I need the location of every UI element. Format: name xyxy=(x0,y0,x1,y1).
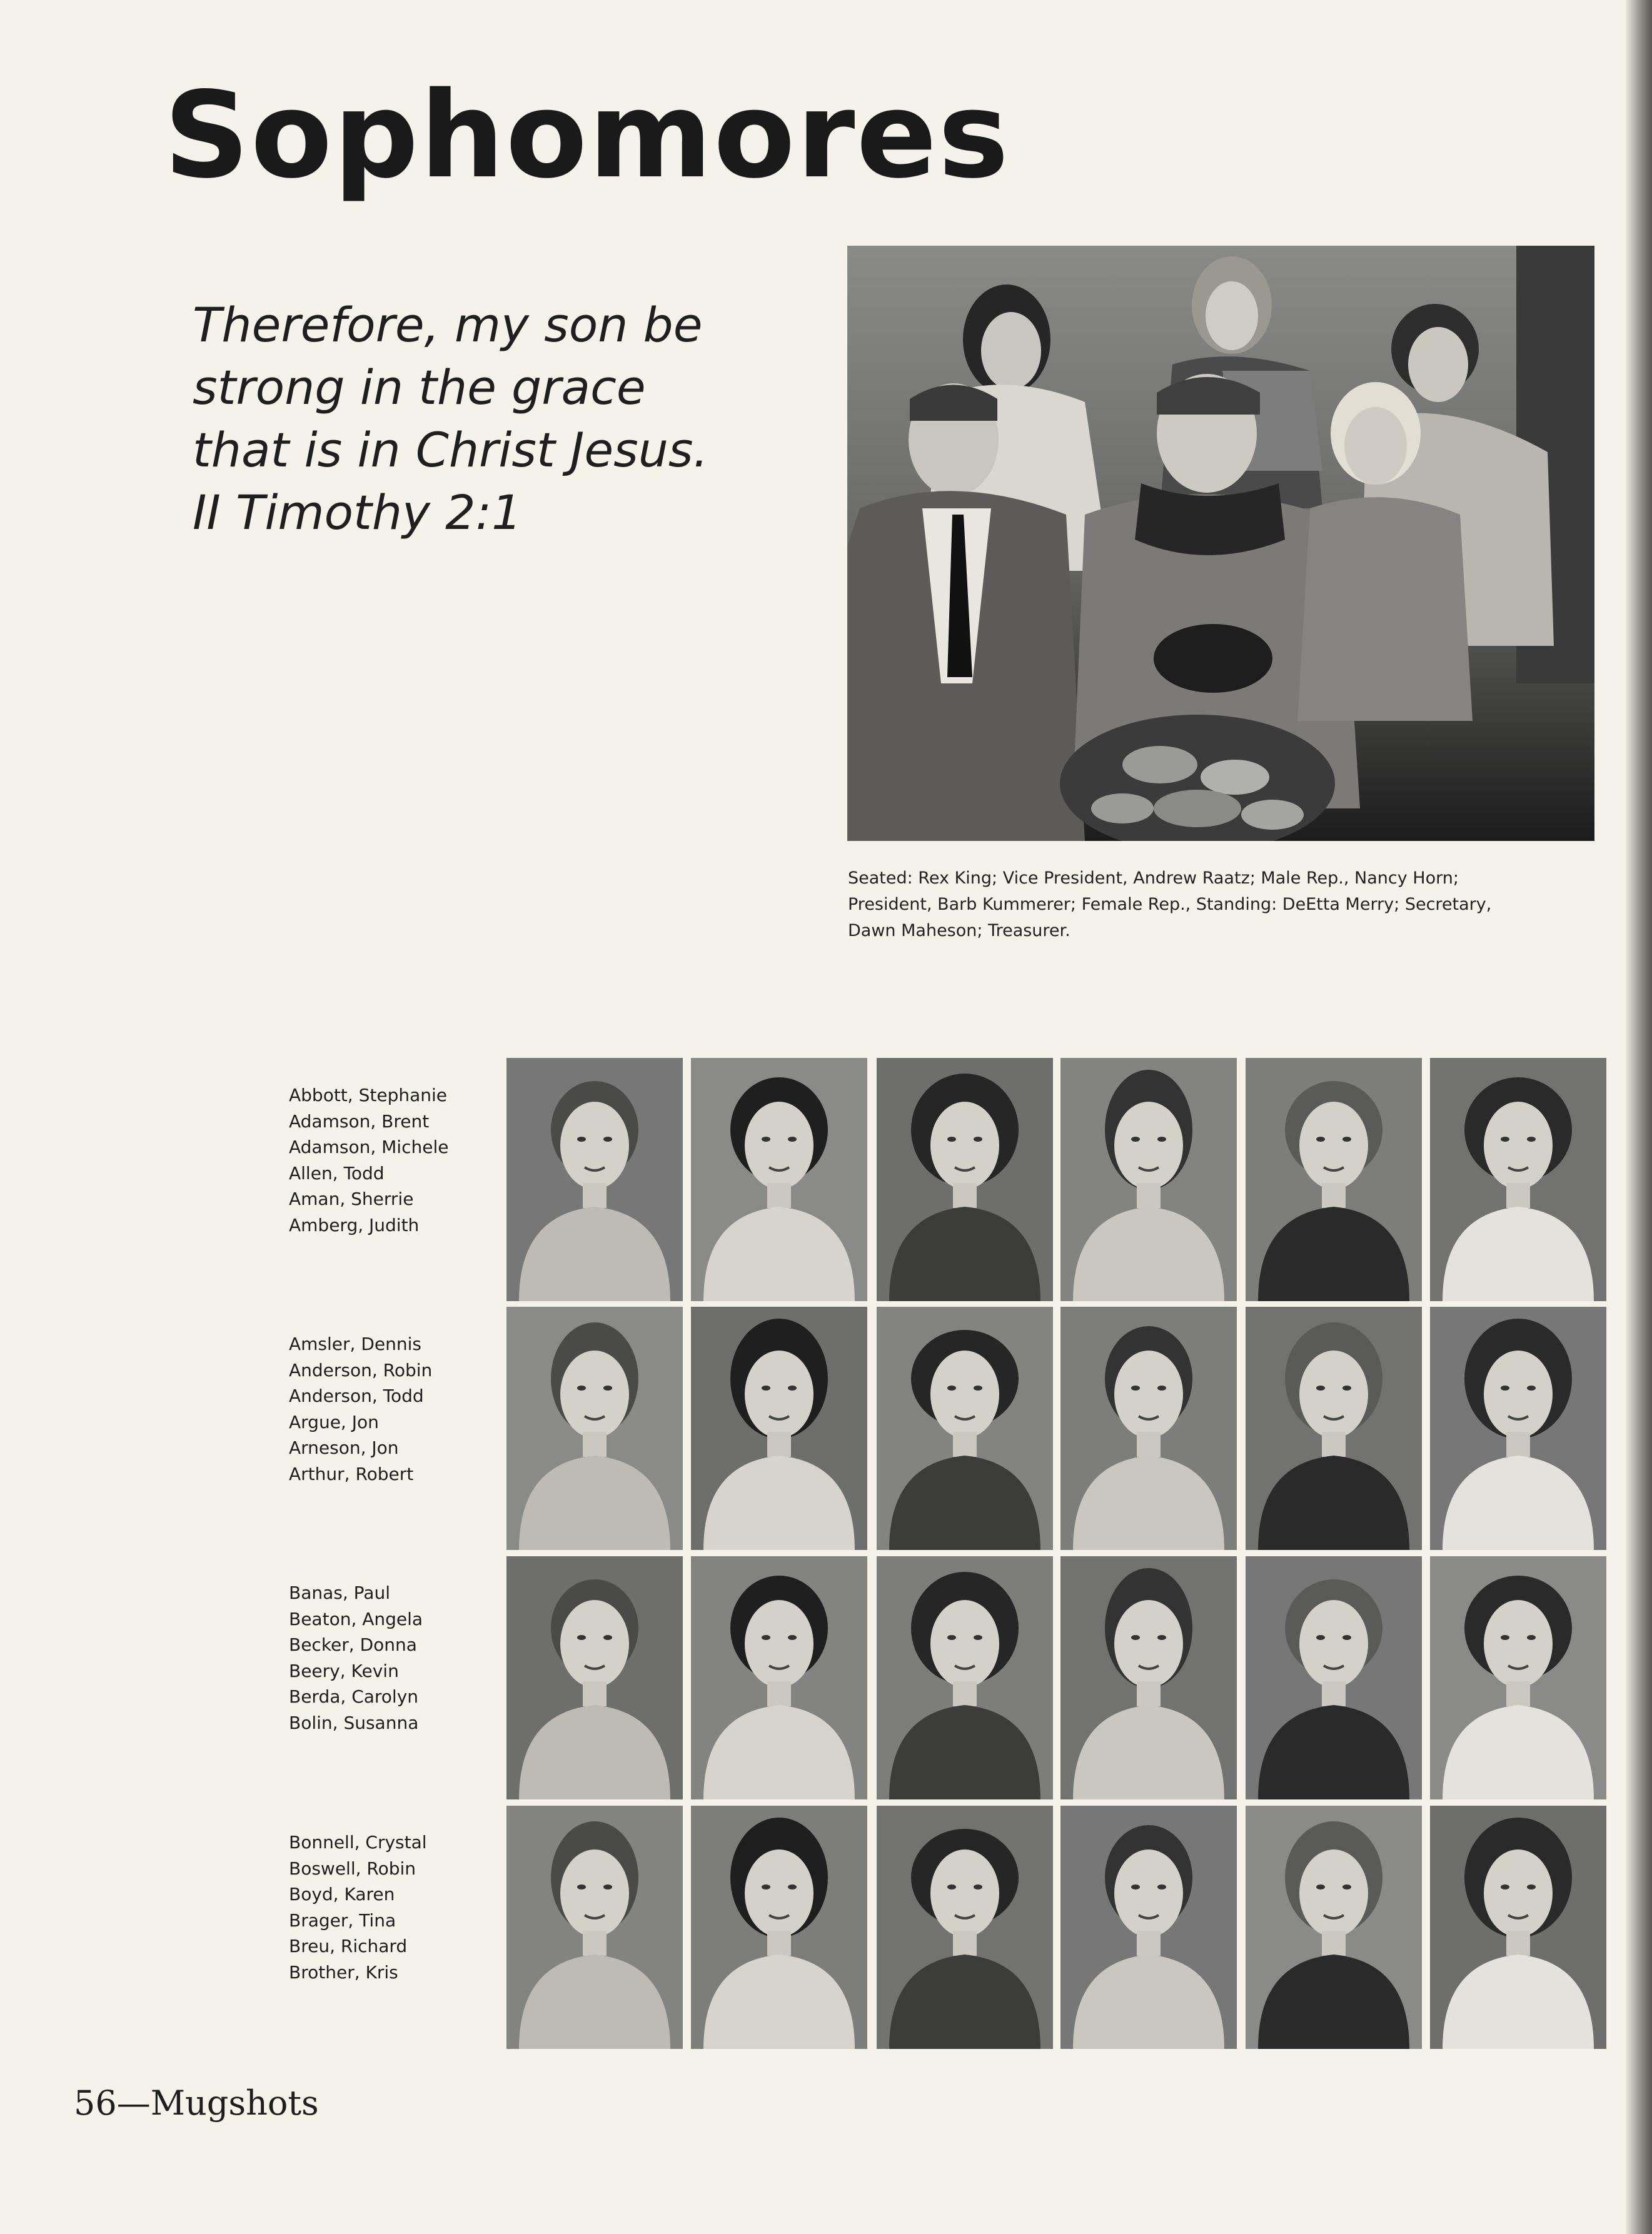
student-portrait xyxy=(691,1058,867,1301)
caption-line: President, Barb Kummerer; Female Rep., Standing: DeEtta Merry; Secretary, xyxy=(848,895,1492,914)
student-name: Arthur, Robert xyxy=(289,1463,414,1484)
student-portrait xyxy=(1430,1307,1606,1550)
student-name: Beaton, Angela xyxy=(289,1608,423,1629)
student-portrait xyxy=(877,1806,1053,2049)
student-name: Anderson, Todd xyxy=(289,1386,424,1406)
caption-line: Dawn Maheson; Treasurer. xyxy=(848,921,1070,940)
student-name: Anderson, Robin xyxy=(289,1359,433,1381)
verse-line: II Timothy 2:1 xyxy=(193,485,522,540)
student-name: Bonnell, Crystal xyxy=(289,1832,427,1853)
student-name: Becker, Donna xyxy=(289,1634,417,1655)
name-list-row-1 xyxy=(289,1082,514,1238)
student-portrait xyxy=(1246,1058,1422,1301)
student-portrait xyxy=(506,1307,683,1550)
student-name: Breu, Richard xyxy=(289,1936,408,1956)
student-portrait xyxy=(877,1307,1053,1550)
student-portrait xyxy=(1430,1806,1606,2049)
student-name: Adamson, Michele xyxy=(289,1137,449,1157)
class-officers-photo xyxy=(847,246,1594,841)
student-portrait xyxy=(877,1556,1053,1799)
scripture-verse xyxy=(193,294,755,544)
student-name: Aman, Sherrie xyxy=(289,1189,414,1209)
name-list-row-3 xyxy=(289,1580,514,1736)
student-name: Berda, Carolyn xyxy=(289,1686,419,1707)
student-name: Arneson, Jon xyxy=(289,1437,399,1458)
student-name: Amsler, Dennis xyxy=(289,1334,421,1354)
page-title: Sophomores xyxy=(164,66,1010,204)
group-photo-caption xyxy=(848,865,1598,944)
student-portrait xyxy=(691,1556,867,1799)
student-name: Amberg, Judith xyxy=(289,1214,420,1235)
student-portrait xyxy=(1430,1556,1606,1799)
verse-line: that is in Christ Jesus. xyxy=(193,422,708,478)
student-portrait xyxy=(877,1058,1053,1301)
student-name: Brother, Kris xyxy=(289,1961,398,1983)
student-portrait xyxy=(506,1556,683,1799)
student-name: Brager, Tina xyxy=(289,1909,396,1931)
student-portrait xyxy=(1246,1307,1422,1550)
class-officers-photo-image xyxy=(847,246,1594,841)
student-portrait xyxy=(1060,1058,1237,1301)
name-list-row-4 xyxy=(289,1829,514,1985)
student-portrait xyxy=(691,1307,867,1550)
verse-line: strong in the grace xyxy=(193,360,646,415)
student-name: Allen, Todd xyxy=(289,1162,385,1184)
student-portrait xyxy=(1060,1556,1237,1799)
student-portrait xyxy=(1430,1058,1606,1301)
name-list-row-2 xyxy=(289,1331,514,1487)
student-name: Boyd, Karen xyxy=(289,1884,395,1904)
verse-line: Therefore, my son be xyxy=(193,297,703,353)
student-portrait xyxy=(506,1058,683,1301)
student-name: Boswell, Robin xyxy=(289,1858,416,1879)
page-folio: 56—Mugshots xyxy=(74,2083,319,2123)
student-name: Bolin, Susanna xyxy=(289,1712,419,1733)
student-name: Argue, Jon xyxy=(289,1411,379,1432)
student-portrait xyxy=(1060,1806,1237,2049)
student-portrait xyxy=(1246,1556,1422,1799)
page-edge-shadow xyxy=(1626,0,1652,2234)
student-portrait xyxy=(1246,1806,1422,2049)
student-portrait xyxy=(1060,1307,1237,1550)
student-name: Adamson, Brent xyxy=(289,1110,430,1132)
student-name: Banas, Paul xyxy=(289,1582,390,1603)
student-name: Abbott, Stephanie xyxy=(289,1085,447,1105)
student-portrait xyxy=(691,1806,867,2049)
student-portrait xyxy=(506,1806,683,2049)
caption-line: Seated: Rex King; Vice President, Andrew Raatz; Male Rep., Nancy Horn; xyxy=(848,868,1459,888)
student-name: Beery, Kevin xyxy=(289,1660,399,1681)
